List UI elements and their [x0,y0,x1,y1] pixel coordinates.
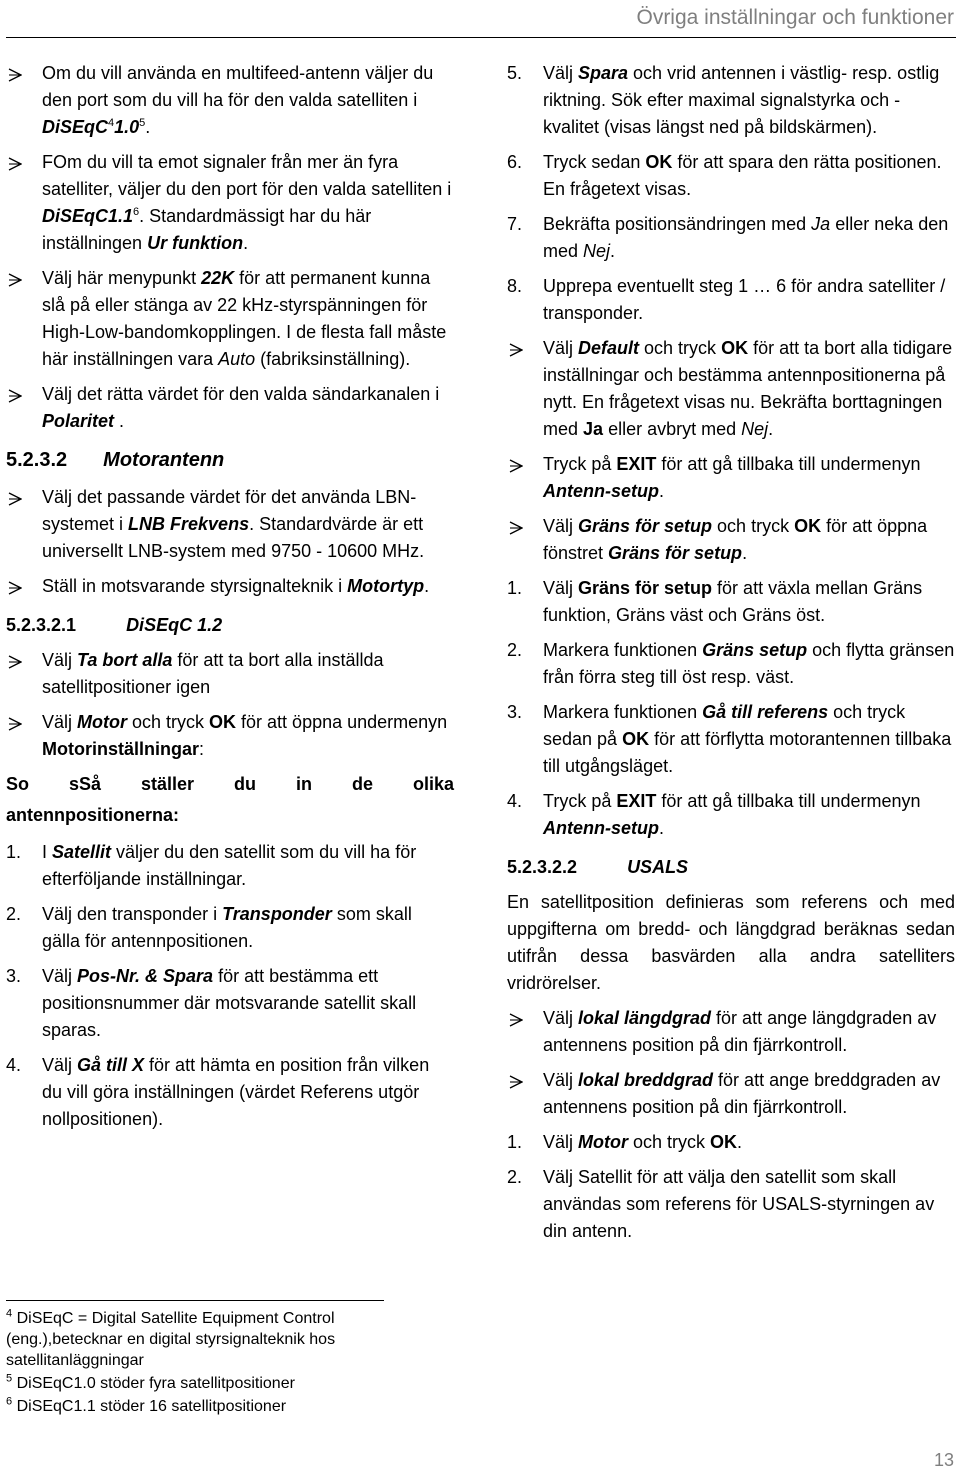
arrow-bullet-icon [509,1067,539,1089]
bullet-22k: Välj här menypunkt 22K för att permanent kunna slå på eller stänga av 22 kHz-styrspänningen för High-Low-bandomkopplingen. I de flesta fall måste här inställningen vara Auto (fabriksinställning). [6,265,454,373]
bullet-lokal-breddgrad: Välj lokal breddgrad för att ange breddgraden av antennens position på din fjärrkontroll. [507,1067,955,1121]
bullet-lnb-frekvens: Välj det passande värdet för det använda LBN-systemet i LNB Frekvens. Standardvärde är ett universellt LNB-system med 9750 - 10600 MHz. [6,484,454,565]
footnote-5: $^5$ DiSEqC1.0 stöder fyra satellitpositioner [6,1372,295,1392]
step-6: 6. Tryck sedan OK för att spara den rätta positionen. En frågetext visas. [507,152,942,199]
intro-paragraph-line1: So sSå ställer du in de olika [6,774,454,794]
usals-step-1: 1. Välj Motor och tryck OK. [507,1132,743,1152]
arrow-bullet-icon [8,149,38,171]
left-column [6,60,454,1141]
arrow-bullet-icon [8,709,38,731]
page-number: 13 [933,1450,954,1470]
footnote-6: $^6$ DiSEqC1.1 stöder 16 satellitpositioner [6,1395,287,1415]
step-2: 2. Välj den transponder i Transponder som skall gälla för antennpositionen. [6,904,412,951]
limit-step-1: 1. Välj Gräns för setup för att växla mellan Gräns funktion, Gräns väst och Gräns öst. [507,578,923,625]
arrow-bullet-icon [8,647,38,669]
step-1: 1. I Satellit väljer du den satellit som du vill ha för efterföljande inställningar. [6,842,417,889]
limit-step-3: 3. Markera funktionen Gå till referens och tryck sedan på OK för att förflytta motorantennen tillbaka till utgångsläget. [507,702,952,776]
bullet-motor: Välj Motor och tryck OK för att öppna undermenyn Motorinställningar: [6,709,454,763]
bullet-exit-1: Tryck på EXIT för att gå tillbaka till undermenyn Antenn-setup. [507,451,955,505]
footnote-4: $^4$ DiSEqC = Digital Satellite Equipment Control (eng.),betecknar en digital styrsignalteknik hos satellitanläggningar [6,1307,336,1369]
bullet-lokal-langdgrad: Välj lokal längdgrad för att ange längdgraden av antennens position på din fjärrkontroll. [507,1005,955,1059]
arrow-bullet-icon [509,513,539,535]
bullet-polaritet: Välj det rätta värdet för den valda sändarkanalen i Polaritet . [6,381,454,435]
usals-step-2: 2. Välj Satellit för att välja den satellit som skall användas som referens för USALS-styrningen av din antenn. [507,1167,935,1241]
arrow-bullet-icon [509,1005,539,1027]
arrow-bullet-icon [509,335,539,357]
arrow-bullet-icon [8,573,38,595]
limit-step-2: 2. Markera funktionen Gräns setup och flytta gränsen från förra steg till öst resp. väst. [507,640,955,687]
bullet-diseqc11: FOm du vill ta emot signaler från mer än fyra satelliter, väljer du den port för den valda satelliten i $DiSEqC1.1^6$. Standardmässigt har du här inställningen Ur funktion. [6,149,454,257]
header-rule [6,37,956,38]
footnote-rule [6,1300,384,1301]
running-header: Övriga inställningar och funktioner [636,6,954,29]
step-5: 5. Välj Spara och vrid antennen i västlig- resp. ostlig riktning. Sök efter maximal signalstyrka och -kvalitet (visas längst ned på bildskärmen). [507,63,940,137]
usals-paragraph: En satellitposition definieras som referens och med uppgifterna om bredd- och längdgrad beräknas sedan utifrån dessa basvärden alla andra satelliters vridrörelser. [507,892,955,993]
section-heading-usals: 5.2.3.2.2 USALS [507,857,689,877]
arrow-bullet-icon [8,265,38,287]
limit-step-4: 4. Tryck på EXIT för att gå tillbaka till undermenyn Antenn-setup. [507,791,921,838]
arrow-bullet-icon [8,60,38,82]
arrow-bullet-icon [8,381,38,403]
bullet-grans-for-setup: Välj Gräns för setup och tryck OK för att öppna fönstret Gräns för setup. [507,513,955,567]
right-column [507,60,955,1253]
step-4: 4. Välj Gå till X för att hämta en position från vilken du vill göra inställningen (värdet Referens utgör nollpositionen). [6,1055,430,1129]
intro-paragraph-line2: antennpositionerna: [6,805,180,825]
section-heading-motorantenn: 5.2.3.2 Motorantenn [6,449,225,471]
section-heading-diseqc12: 5.2.3.2.1 DiSEqC 1.2 [6,615,223,635]
arrow-bullet-icon [509,451,539,473]
bullet-multifeed: Om du vill använda en multifeed-antenn väljer du den port som du vill ha för den valda satelliten i $DiSEqC^41.0^5$. [6,60,454,141]
arrow-bullet-icon [8,484,38,506]
bullet-ta-bort-alla: Välj Ta bort alla för att ta bort alla inställda satellitpositioner igen [6,647,454,701]
bullet-default: Välj Default och tryck OK för att ta bort alla tidigare inställningar och bestämma antennpositionerna på nytt. En frågetext visas nu. Bekräfta borttagningen med Ja eller avbryt med Nej. [507,335,955,443]
footnotes [6,1308,406,1419]
step-7: 7. Bekräfta positionsändringen med Ja eller neka den med Nej. [507,214,949,261]
bullet-motortyp: Ställ in motsvarande styrsignalteknik i Motortyp. [6,573,454,600]
step-3: 3. Välj Pos-Nr. & Spara för att bestämma ett positionsnummer där motsvarande satellit skall sparas. [6,966,417,1040]
step-8: 8. Upprepa eventuellt steg 1 … 6 för andra satelliter / transponder. [507,276,946,323]
